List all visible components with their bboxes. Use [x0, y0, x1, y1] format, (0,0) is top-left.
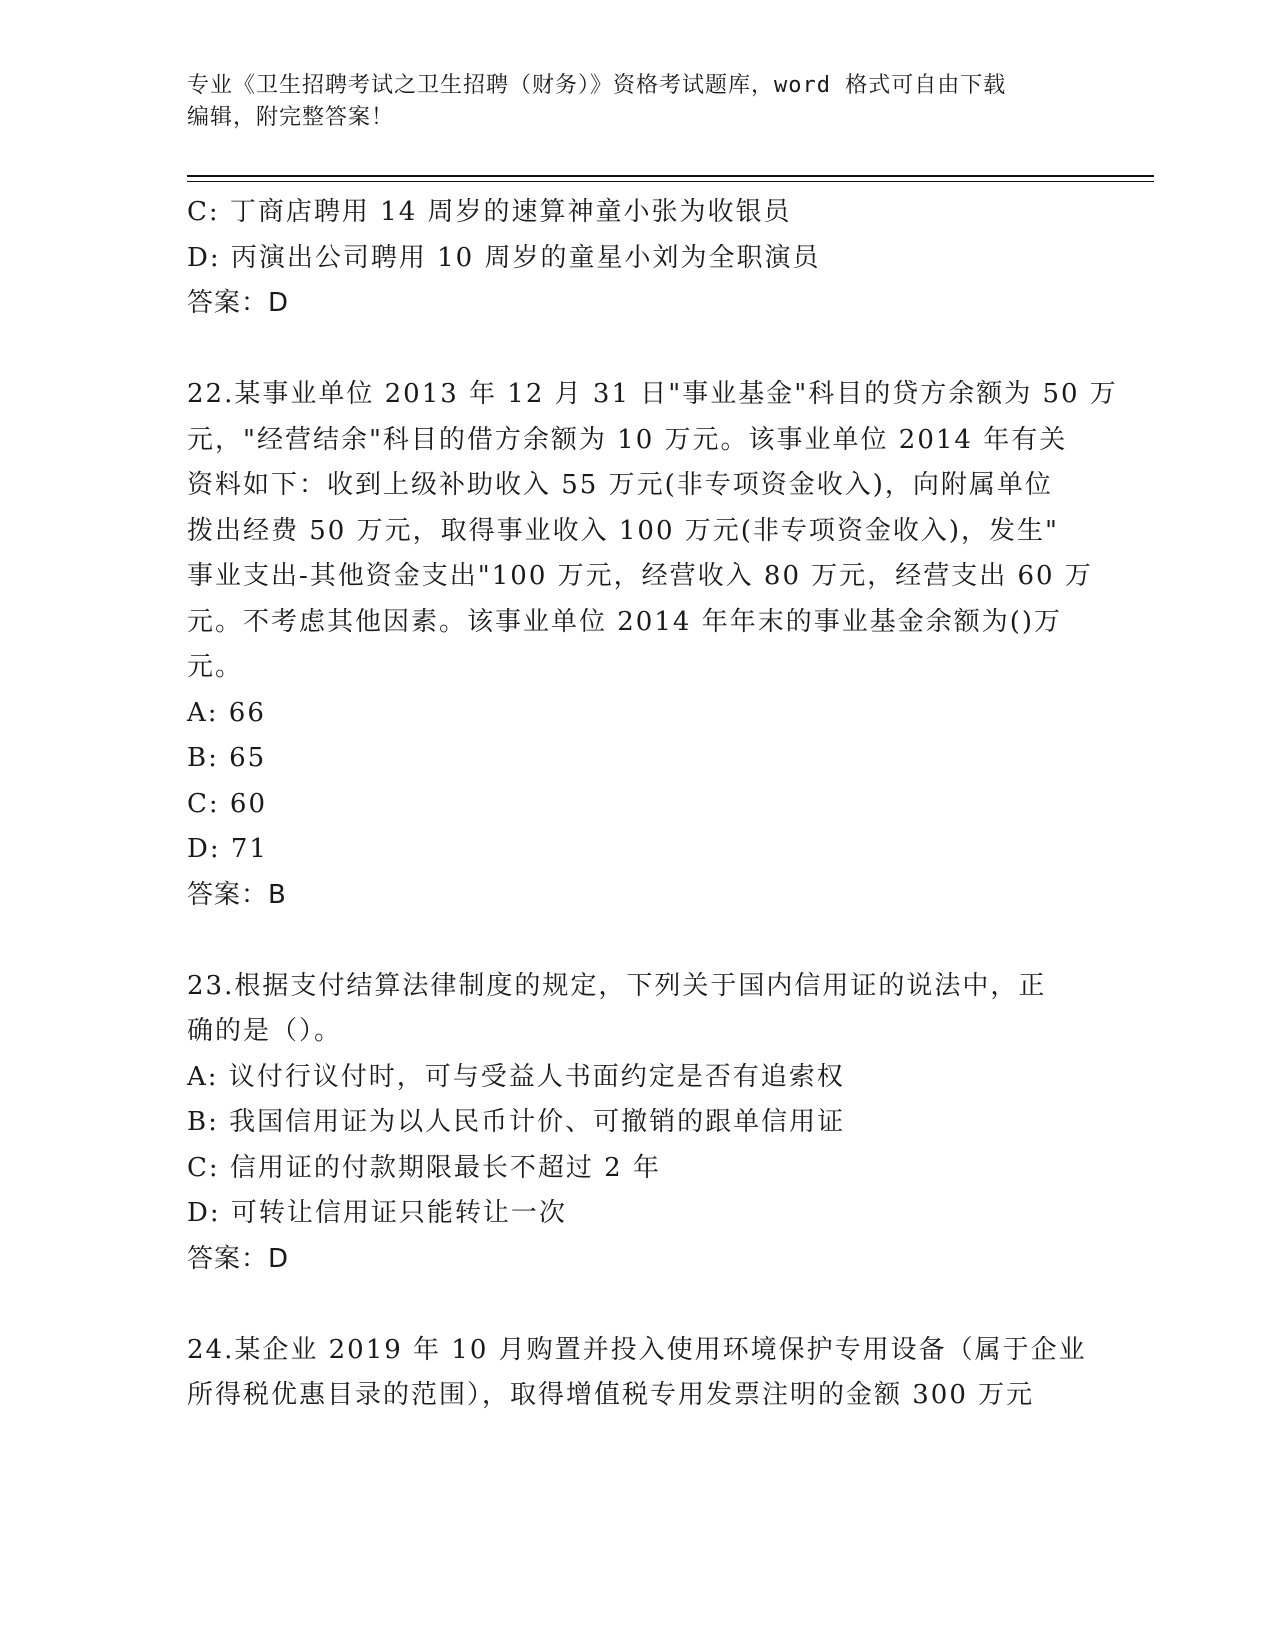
- q23-option-c: C: 信用证的付款期限最长不超过 2 年: [187, 1152, 661, 1183]
- question-23: [187, 964, 1087, 1283]
- question-21-tail: [187, 190, 1087, 327]
- q21-answer: 答案：D: [187, 288, 290, 318]
- q22-stem-line: 拨出经费 50 万元，取得事业收入 100 万元(非专项资金收入)，发生": [187, 515, 1060, 546]
- document-header: [187, 70, 1067, 134]
- q22-stem-line: 事业支出-其他资金支出"100 万元，经营收入 80 万元，经营支出 60 万: [187, 561, 1093, 591]
- header-line-1: 专业《卫生招聘考试之卫生招聘（财务）》资格考试题库，word 格式可自由下载: [187, 73, 1007, 98]
- q23-option-b: B: 我国信用证为以人民币计价、可撤销的跟单信用证: [187, 1107, 846, 1137]
- question-24: [187, 1328, 1087, 1419]
- q22-answer: 答案：B: [187, 879, 287, 910]
- q22-stem-line: 22.某事业单位 2013 年 12 月 31 日"事业基金"科目的贷方余额为 50 万: [187, 379, 1118, 409]
- spacer: [187, 1282, 1087, 1328]
- q23-answer: 答案：D: [187, 1243, 290, 1274]
- question-content: [187, 190, 1118, 1419]
- q22-option-b: B: 65: [187, 743, 267, 773]
- q22-stem-line: 元，"经营结余"科目的借方余额为 10 万元。该事业单位 2014 年有关: [187, 424, 1068, 455]
- header-rule-thick: [187, 175, 1154, 177]
- header-rule-thin: [187, 181, 1154, 182]
- q23-option-a: A: 议付行议付时，可与受益人书面约定是否有追索权: [187, 1061, 845, 1092]
- q24-stem-line: 24.某企业 2019 年 10 月购置并投入使用环境保护专用设备（属于企业: [187, 1334, 1087, 1365]
- spacer: [187, 918, 1087, 964]
- question-22: [187, 372, 1118, 918]
- q22-stem-line: 资料如下：收到上级补助收入 55 万元(非专项资金收入)，向附属单位: [187, 470, 1053, 500]
- q22-option-a: A: 66: [187, 697, 266, 728]
- spacer: [187, 327, 1087, 373]
- q23-stem-line: 确的是（）。: [187, 1016, 343, 1046]
- q23-option-d: D: 可转让信用证只能转让一次: [187, 1198, 567, 1228]
- q22-option-d: D: 71: [187, 834, 268, 864]
- q21-option-c: C: 丁商店聘用 14 周岁的速算神童小张为收银员: [187, 197, 792, 227]
- q23-stem-line: 23.根据支付结算法律制度的规定，下列关于国内信用证的说法中，正: [187, 970, 1047, 1001]
- header-line-2: 编辑，附完整答案！: [187, 105, 395, 130]
- q22-option-c: C: 60: [187, 788, 268, 819]
- q21-option-d: D: 丙演出公司聘用 10 周岁的童星小刘为全职演员: [187, 242, 821, 273]
- q24-stem-line: 所得税优惠目录的范围），取得增值税专用发票注明的金额 300 万元: [187, 1380, 1035, 1410]
- q22-stem-line: 元。: [187, 652, 244, 682]
- q22-stem-line: 元。不考虑其他因素。该事业单位 2014 年年末的事业基金余额为()万: [187, 606, 1062, 637]
